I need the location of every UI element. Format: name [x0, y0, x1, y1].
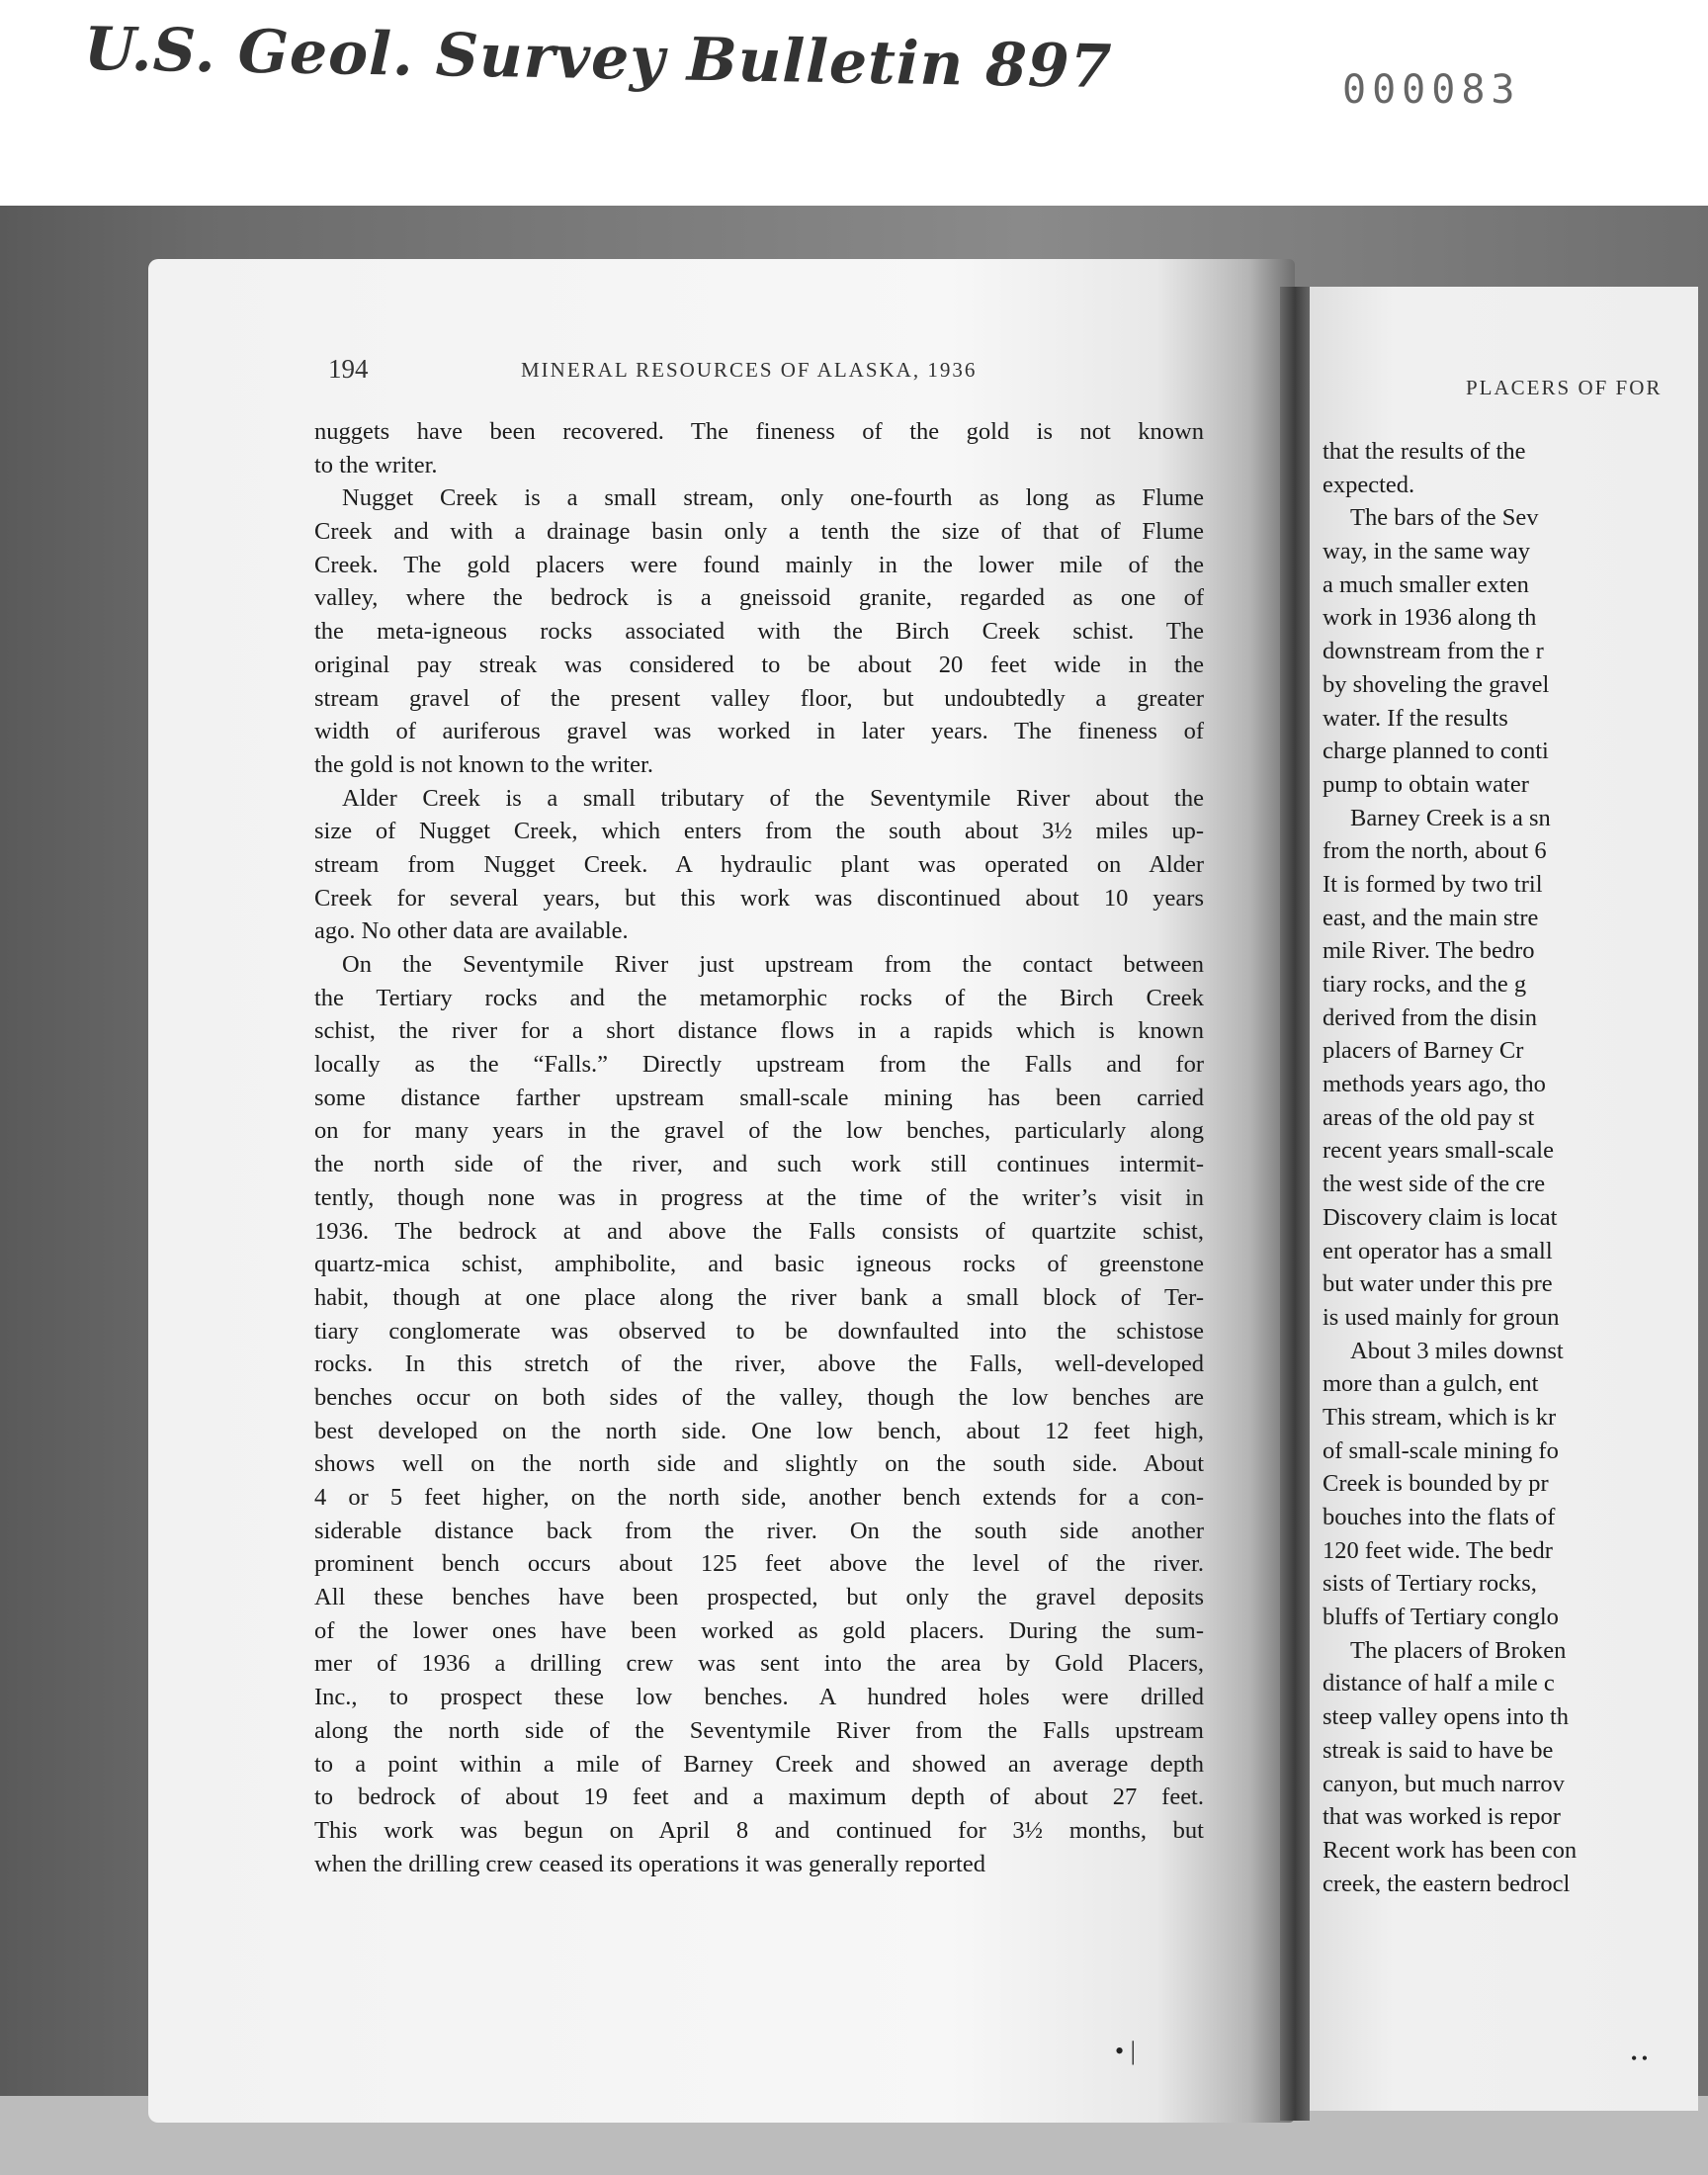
text-line: of the lower ones have been worked as gold placers. During the sum- — [314, 1616, 1204, 1644]
text-line: the gold is not known to the writer. — [314, 750, 653, 778]
margin-tick-mark: • | — [1115, 2037, 1136, 2065]
text-line: that was worked is repor — [1323, 1803, 1561, 1831]
right-running-head: PLACERS OF FOR — [1466, 376, 1663, 399]
text-line: that the results of the — [1323, 438, 1526, 465]
text-line: work in 1936 along th — [1323, 604, 1537, 632]
text-line: On the Seventymile River just upstream from the contact between — [342, 951, 1204, 978]
right-page — [1263, 287, 1698, 2111]
text-line: tently, though none was in progress at the time of the writer’s visit in — [314, 1183, 1204, 1211]
text-line: Creek for several years, but this work was discontinued about 10 years — [314, 884, 1204, 912]
text-line: streak is said to have be — [1323, 1736, 1554, 1764]
text-line: 4 or 5 feet higher, on the north side, another bench extends for a con- — [314, 1484, 1204, 1511]
text-line: way, in the same way — [1323, 538, 1530, 566]
text-line: derived from the disin — [1323, 1003, 1538, 1031]
text-line: shows well on the north side and slightly on the south side. About — [314, 1450, 1204, 1478]
page-number: 194 — [328, 354, 369, 384]
text-line: downstream from the r — [1323, 638, 1544, 665]
text-line: About 3 miles downst — [1350, 1337, 1564, 1364]
text-line: bouches into the flats of — [1323, 1504, 1556, 1530]
text-line: the west side of the cre — [1323, 1171, 1546, 1198]
text-line: ago. No other data are available. — [314, 917, 629, 945]
text-line: bluffs of Tertiary conglo — [1323, 1604, 1559, 1631]
text-line: distance of half a mile c — [1323, 1670, 1555, 1697]
text-line: stream from Nugget Creek. A hydraulic plant was operated on Alder — [314, 850, 1204, 878]
text-line: on for many years in the gravel of the low benches, particularly along — [314, 1117, 1204, 1145]
text-line: Recent work has been con — [1323, 1836, 1578, 1864]
text-line: ent operator has a small — [1323, 1237, 1553, 1264]
text-line: best developed on the north side. One low bench, about 12 feet high, — [314, 1417, 1204, 1444]
text-line: recent years small-scale — [1323, 1137, 1554, 1165]
margin-dot-mark: • • — [1631, 2048, 1649, 2068]
text-line: habit, though at one place along the river bank a small block of Ter- — [314, 1283, 1204, 1311]
running-title: MINERAL RESOURCES OF ALASKA, 1936 — [521, 358, 978, 382]
text-line: benches occur on both sides of the valley, though the low benches are — [314, 1383, 1204, 1411]
text-line: but water under this pre — [1323, 1270, 1553, 1298]
text-line: mile River. The bedro — [1323, 937, 1535, 965]
text-line: Creek. The gold placers were found mainly in the lower mile of the — [314, 551, 1204, 578]
text-line: quartz-mica schist, amphibolite, and basic igneous rocks of greenstone — [314, 1251, 1204, 1278]
text-line: Creek is bounded by pr — [1323, 1470, 1549, 1498]
text-line: Creek and with a drainage basin only a tenth the size of that of Flume — [314, 518, 1204, 546]
text-line: width of auriferous gravel was worked in later years. The fineness of — [314, 718, 1204, 745]
text-line: Inc., to prospect these low benches. A hundred holes were drilled — [314, 1684, 1204, 1711]
left-page-text — [314, 415, 1204, 1880]
text-line: more than a gulch, ent — [1323, 1370, 1539, 1398]
text-line: from the north, about 6 — [1323, 837, 1547, 865]
text-line: when the drilling crew ceased its operations it was generally reported — [314, 1850, 985, 1877]
text-line: to a point within a mile of Barney Creek and showed an average depth — [314, 1750, 1204, 1778]
text-line: along the north side of the Seventymile River from the Falls upstream — [314, 1716, 1204, 1744]
text-line: creek, the eastern bedrocl — [1323, 1870, 1571, 1897]
text-line: This stream, which is kr — [1323, 1403, 1557, 1431]
text-line: Nugget Creek is a small stream, only one-fourth as long as Flume — [342, 484, 1204, 512]
text-line: prominent bench occurs about 125 feet above the level of the river. — [314, 1550, 1204, 1578]
text-line: Discovery claim is locat — [1323, 1203, 1558, 1231]
text-line: It is formed by two tril — [1323, 870, 1543, 898]
text-line: pump to obtain water — [1323, 770, 1529, 798]
text-line: valley, where the bedrock is a gneissoid granite, regarded as one of — [314, 584, 1204, 612]
text-line: nuggets have been recovered. The fineness of the gold is not known — [314, 418, 1204, 445]
text-line: areas of the old pay st — [1323, 1103, 1535, 1131]
text-line: sists of Tertiary rocks, — [1323, 1570, 1537, 1598]
book-gutter — [1280, 287, 1310, 2121]
text-line: 120 feet wide. The bedr — [1323, 1536, 1553, 1564]
text-line: expected. — [1323, 471, 1415, 498]
left-running-head — [328, 354, 1040, 385]
text-line: a much smaller exten — [1323, 570, 1529, 598]
text-line: size of Nugget Creek, which enters from the south about 3½ miles up- — [314, 818, 1204, 845]
text-line: The placers of Broken — [1350, 1636, 1567, 1664]
handwritten-annotation: U.S. Geol. Survey Bulletin 897 — [83, 14, 1113, 103]
text-line: original pay streak was considered to be about 20 feet wide in the — [314, 651, 1204, 678]
text-line: stream gravel of the present valley floor, but undoubtedly a greater — [314, 684, 1204, 712]
text-line: by shoveling the gravel — [1323, 670, 1550, 698]
text-line: locally as the “Falls.” Directly upstream from the Falls and for — [314, 1051, 1204, 1079]
text-line: The bars of the Sev — [1350, 504, 1539, 532]
text-line: steep valley opens into th — [1323, 1703, 1570, 1731]
text-line: 1936. The bedrock at and above the Falls consists of quartzite schist, — [314, 1217, 1204, 1245]
text-line: of small-scale mining fo — [1323, 1436, 1559, 1464]
text-line: to bedrock of about 19 feet and a maximum depth of about 27 feet. — [314, 1784, 1204, 1811]
text-line: charge planned to conti — [1323, 738, 1549, 765]
text-line: water. If the results — [1323, 704, 1508, 732]
text-line: Barney Creek is a sn — [1350, 804, 1551, 831]
text-line: east, and the main stre — [1323, 904, 1539, 931]
text-line: rocks. In this stretch of the river, above the Falls, well-developed — [314, 1350, 1204, 1378]
text-line: the Tertiary rocks and the metamorphic rocks of the Birch Creek — [314, 984, 1204, 1011]
text-line: All these benches have been prospected, but only the gravel deposits — [314, 1584, 1204, 1611]
text-line: methods years ago, tho — [1323, 1071, 1546, 1098]
text-line: tiary rocks, and the g — [1323, 971, 1527, 998]
text-line: Alder Creek is a small tributary of the Seventymile River about the — [342, 784, 1204, 812]
text-line: some distance farther upstream small-scale mining has been carried — [314, 1084, 1204, 1111]
text-line: canyon, but much narrov — [1323, 1770, 1565, 1797]
text-line: to the writer. — [314, 451, 438, 478]
text-line: This work was begun on April 8 and continued for 3½ months, but — [314, 1816, 1204, 1844]
text-line: is used mainly for groun — [1323, 1303, 1560, 1331]
right-page-text — [1323, 435, 1698, 1900]
text-line: tiary conglomerate was observed to be downfaulted into the schistose — [314, 1317, 1204, 1345]
text-line: the north side of the river, and such work still continues intermit- — [314, 1151, 1204, 1178]
text-line: siderable distance back from the river. On the south side another — [314, 1517, 1204, 1544]
text-line: mer of 1936 a drilling crew was sent into the area by Gold Placers, — [314, 1650, 1204, 1678]
text-line: placers of Barney Cr — [1323, 1037, 1524, 1065]
page-code: 000083 — [1342, 67, 1521, 113]
text-line: schist, the river for a short distance flows in a rapids which is known — [314, 1017, 1204, 1045]
text-line: the meta-igneous rocks associated with the Birch Creek schist. The — [314, 618, 1204, 646]
